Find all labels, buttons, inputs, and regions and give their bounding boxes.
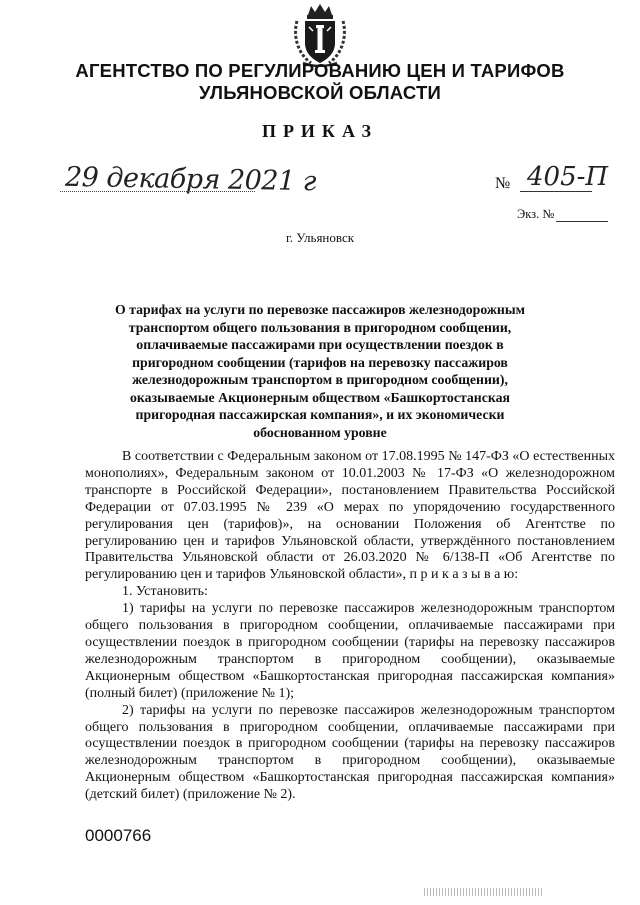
copy-number-label: Экз. №: [517, 207, 555, 221]
agency-name-line2: УЛЬЯНОВСКОЙ ОБЛАСТИ: [199, 82, 441, 103]
agency-header: [60, 60, 580, 104]
copy-number-line: [556, 221, 608, 222]
form-serial-number: 0000766: [85, 826, 152, 845]
number-label: №: [495, 175, 511, 192]
ulyanovsk-coat-of-arms-icon: [291, 3, 349, 67]
order-title: О тарифах на услуги по перевозке пассажиров железнодорожным транспортом общего пользования в пригородном сообщении, оплачиваемые пассажирами при осуществлении поездок в пригородном сообщении (тарифов на перевозку пассажиров железнодорожным транспортом в пригородном сообщении), оказываемые Акционерным обществом «Башкортостанская пригородная пассажирская компания», и их экономически обоснованном уровне: [114, 302, 526, 440]
number-underline: [520, 191, 592, 192]
date-underline: [60, 191, 255, 192]
document-type-heading: ПРИКАЗ: [261, 121, 379, 141]
handwritten-date: 29 декабря 2021 г: [64, 161, 317, 198]
point-1-heading: 1. Установить:: [122, 584, 208, 600]
point-1-subitem-1: 1) тарифы на услуги по перевозке пассажиров железнодорожным транспортом общего пользования в пригородном сообщении, оплачиваемые пассажирами при осуществлении поездок в пригородном сообщении (тарифы на перевозку пассажиров железнодорожным транспортом в пригородном сообщении), оказываемые Акционерным обществом «Башкортостанская пригородная пассажирская компания» (полный билет) (приложение № 1);: [85, 601, 615, 701]
handwritten-order-number: 405-П: [527, 162, 609, 192]
point-1-subitem-2: 2) тарифы на услуги по перевозке пассажиров железнодорожным транспортом общего пользования в пригородном сообщении, оплачиваемые пассажирами при осуществлении поездок в пригородном сообщении (тарифы на перевозку пассажиров железнодорожным транспортом в пригородном сообщении), оказываемые Акционерным обществом «Башкортостанская пригородная пассажирская компания» (детский билет) (приложение № 2).: [85, 702, 615, 803]
scan-edge-mark: [424, 888, 544, 896]
city-name: г. Ульяновск: [285, 230, 355, 245]
agency-name-line1: АГЕНТСТВО ПО РЕГУЛИРОВАНИЮ ЦЕН И ТАРИФОВ: [75, 60, 565, 81]
preamble-paragraph: В соответствии с Федеральным законом от 17.08.1995 № 147-ФЗ «О естественных монополиях», Федеральным законом от 10.01.2003 № 17-ФЗ «О железнодорожном транспорте в Российской Федерации», постановлением Правительства Российской Федерации от 07.03.1995 № 239 «О мерах по упорядочению государственного регулирования цен (тарифов)», на основании Положения об Агентстве по регулированию цен и тарифов Ульяновской области, утверждённого постановлением Правительства Ульяновской области от 26.03.2020 № 6/138-П «Об Агентстве по регулированию цен и тарифов Ульяновской области», п р и к а з ы в а ю:: [85, 449, 615, 583]
order-body: [85, 449, 615, 804]
